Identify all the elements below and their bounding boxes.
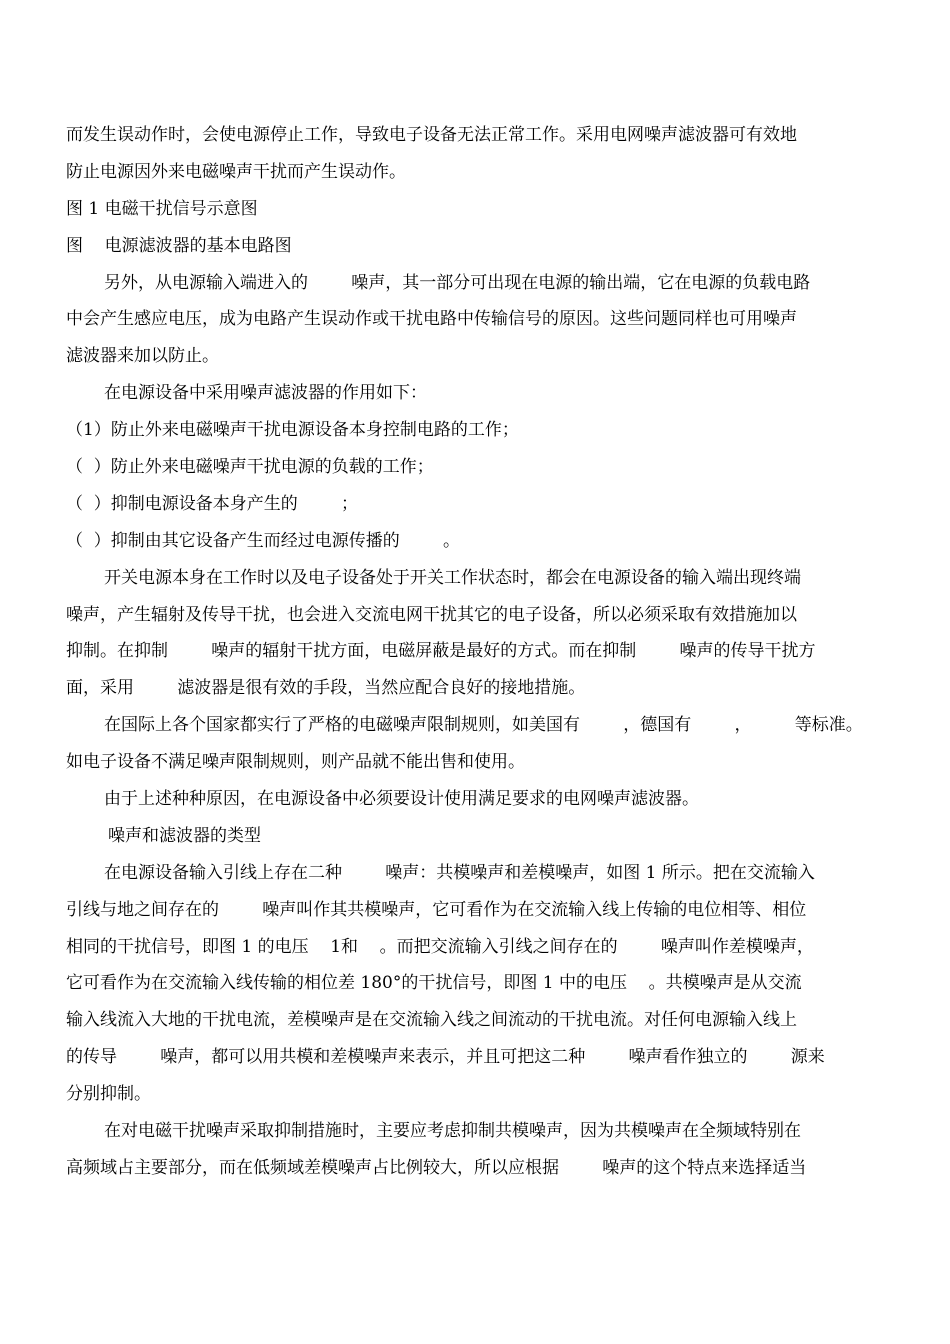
paragraph-line: 另外，从电源输入端进入的 噪声，其一部分可出现在电源的输出端，它在电源的负载电路 <box>104 272 811 293</box>
paragraph-line: 相同的干扰信号，即图 1 的电压 1和 。而把交流输入引线之间存在的 噪声叫作差模噪声， <box>66 936 814 957</box>
paragraph-line: 面，采用 滤波器是很有效的手段，当然应配合良好的接地措施。 <box>66 678 586 699</box>
paragraph-line: 在国际上各个国家都实行了严格的电磁噪声限制规则，如美国有 ，德国有 ， 等标准。 <box>104 715 863 736</box>
paragraph-line: 引线与地之间存在的 噪声叫作其共模噪声，它可看作为在交流输入线上传输的电位相等、相位 <box>66 899 807 920</box>
paragraph-line: 它可看作为在交流输入线传输的相位差 180°的干扰信号，即图 1 中的电压 。共模噪声是从交流 <box>66 973 802 994</box>
figure-caption: 图 电源滤波器的基本电路图 <box>66 235 292 256</box>
paragraph-line: 而发生误动作时，会使电源停止工作，导致电子设备无法正常工作。采用电网噪声滤波器可有效地 <box>66 125 797 145</box>
paragraph-line: 在电源设备中采用噪声滤波器的作用如下： <box>104 383 427 404</box>
paragraph-line: 如电子设备不满足噪声限制规则，则产品就不能出售和使用。 <box>66 752 525 773</box>
paragraph-line: 抑制。在抑制 噪声的辐射干扰方面，电磁屏蔽是最好的方式。而在抑制 噪声的传导干扰方 <box>66 641 816 662</box>
paragraph-line: 高频域占主要部分，而在低频域差模噪声占比例较大，所以应根据 噪声的这个特点来选择适当 <box>66 1157 807 1178</box>
paragraph-line: 在对电磁干扰噪声采取抑制措施时，主要应考虑抑制共模噪声，因为共模噪声在全频域特别在 <box>104 1121 801 1142</box>
paragraph-line: 防止电源因外来电磁噪声干扰而产生误动作。 <box>66 161 406 182</box>
paragraph-line: 分别抑制。 <box>66 1084 151 1105</box>
list-item: （ ）抑制由其它设备产生而经过电源传播的 。 <box>66 530 461 551</box>
list-item: （ ）防止外来电磁噪声干扰电源的负载的工作； <box>66 457 434 478</box>
paragraph-line: 在电源设备输入引线上存在二种 噪声：共模噪声和差模噪声，如图 1 所示。把在交流输入 <box>104 862 815 883</box>
document-body <box>66 117 898 1187</box>
section-heading: 噪声和滤波器的类型 <box>108 825 261 846</box>
paragraph-line: 噪声，产生辐射及传导干扰，也会进入交流电网干扰其它的电子设备，所以必须采取有效措施加以 <box>66 604 797 625</box>
paragraph-line: 由于上述种种原因，在电源设备中必须要设计使用满足要求的电网噪声滤波器。 <box>104 789 699 810</box>
paragraph-line: 滤波器来加以防止。 <box>66 346 219 367</box>
paragraph-line: 输入线流入大地的干扰电流，差模噪声是在交流输入线之间流动的干扰电流。对任何电源输入线上 <box>66 1010 797 1031</box>
paragraph-line: 中会产生感应电压，成为电路产生误动作或干扰电路中传输信号的原因。这些问题同样也可用噪声 <box>66 309 797 330</box>
list-item: （ ）抑制电源设备本身产生的 ； <box>66 493 359 514</box>
figure-caption: 图 1 电磁干扰信号示意图 <box>66 198 258 219</box>
paragraph-line: 的传导 噪声，都可以用共模和差模噪声来表示，并且可把这二种 噪声看作独立的 源来 <box>66 1047 825 1068</box>
list-item: （1）防止外来电磁噪声干扰电源设备本身控制电路的工作； <box>66 420 519 441</box>
paragraph-line: 开关电源本身在工作时以及电子设备处于开关工作状态时，都会在电源设备的输入端出现终端 <box>104 567 801 588</box>
